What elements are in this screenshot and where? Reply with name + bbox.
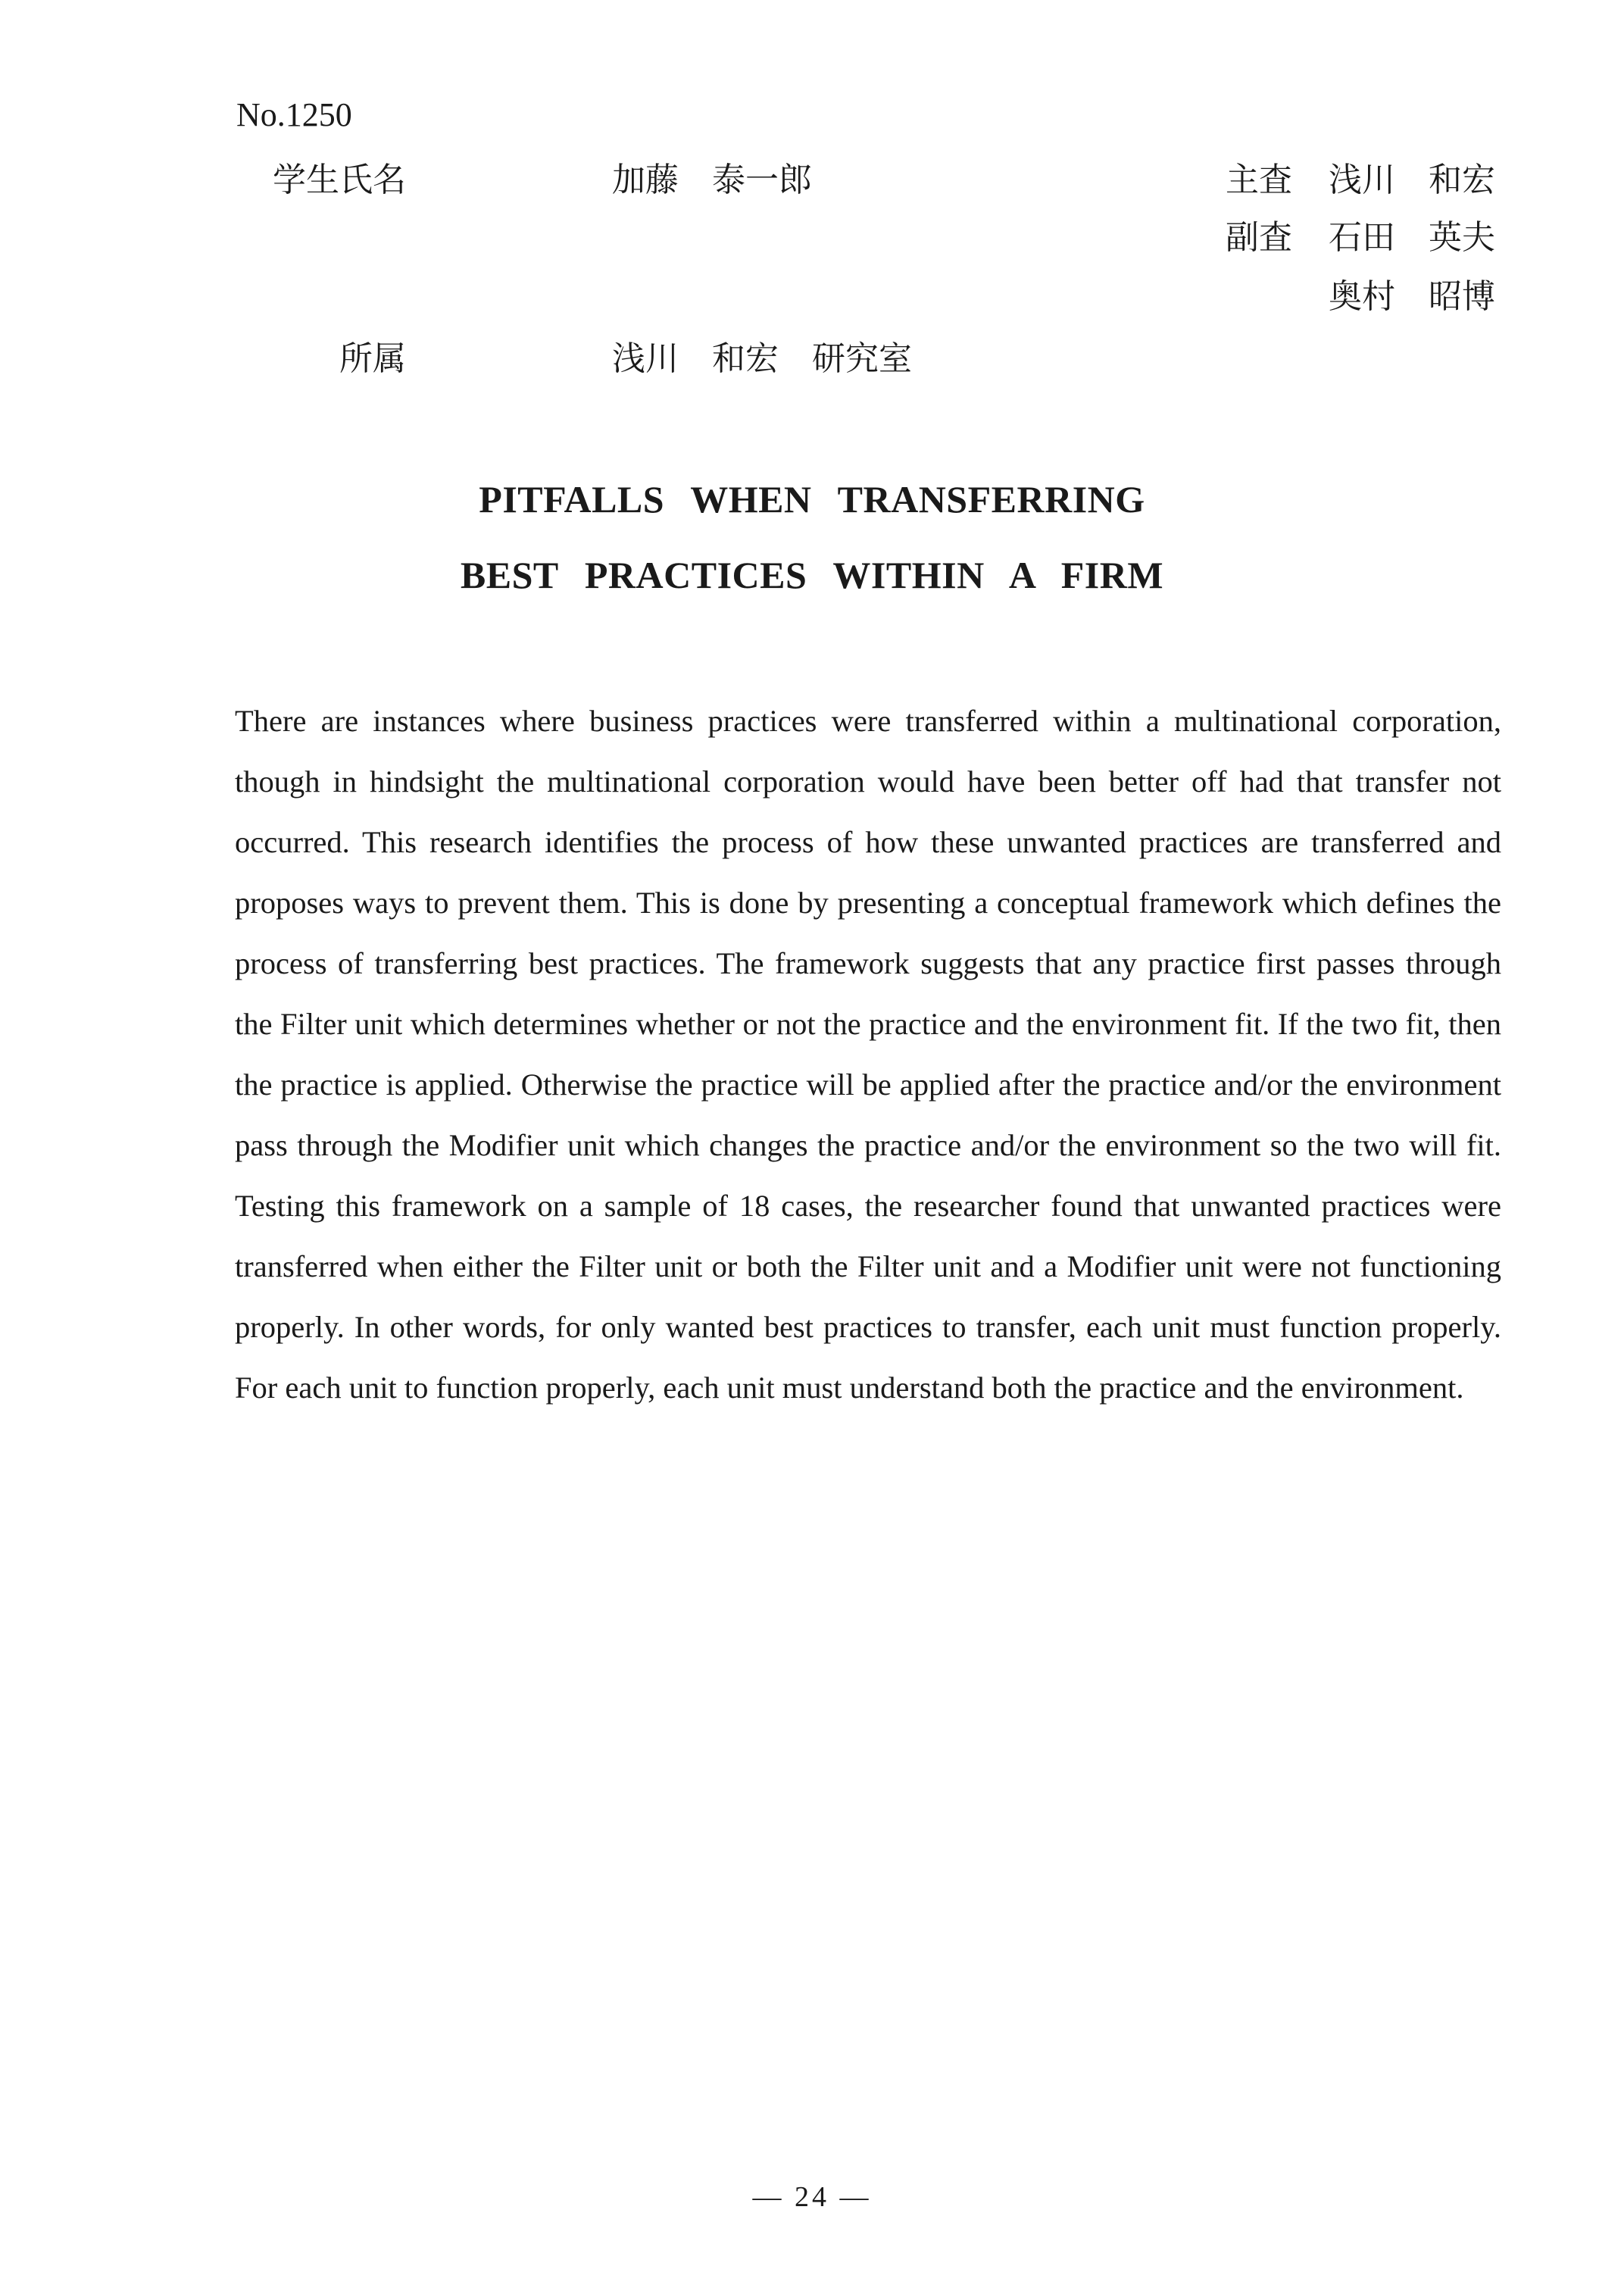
vice-examiner-name-2: 奥村 昭博	[1329, 278, 1495, 315]
affiliation-label: 所属	[339, 340, 406, 377]
page-number: — 24 —	[752, 2181, 872, 2213]
affiliation-value: 浅川 和宏 研究室	[612, 340, 912, 377]
chief-examiner-name: 浅川 和宏	[1329, 161, 1495, 198]
chief-examiner-role: 主査	[1226, 161, 1292, 198]
title-line-2: BEST PRACTICES WITHIN A FIRM	[460, 554, 1164, 596]
vice-examiner-name-1: 石田 英夫	[1329, 219, 1495, 256]
vice-examiner-role: 副査	[1226, 219, 1292, 256]
title-line-1: PITFALLS WHEN TRANSFERRING	[479, 478, 1145, 520]
student-name: 加藤 泰一郎	[612, 161, 812, 198]
document-number: No.1250	[236, 96, 352, 133]
student-name-label: 学生氏名	[273, 161, 406, 198]
abstract-body: There are instances where business practices were transferred within a multinational corporation, though in hindsight the multinational corporation would have been better off had that transfer not occurred. This research identifies the process of how these unwanted practices are transferred and proposes ways to prevent them. This is done by presenting a conceptual framework which defines the process of transferring best practices. The framework suggests that any practice first passes through the Filter unit which determines whether or not the practice and the environment fit. If the two fit, then the practice is applied. Otherwise the practice will be applied after the practice and/or the environment pass through the Modifier unit which changes the practice and/or the environment so the two will fit. Testing this framework on a sample of 18 cases, the researcher found that unwanted practices were transferred when either the Filter unit or both the Filter unit and a Modifier unit were not functioning properly. In other words, for only wanted best practices to transfer, each unit must function properly. For each unit to function properly, each unit must understand both the practice and the environment.	[235, 704, 1501, 1405]
